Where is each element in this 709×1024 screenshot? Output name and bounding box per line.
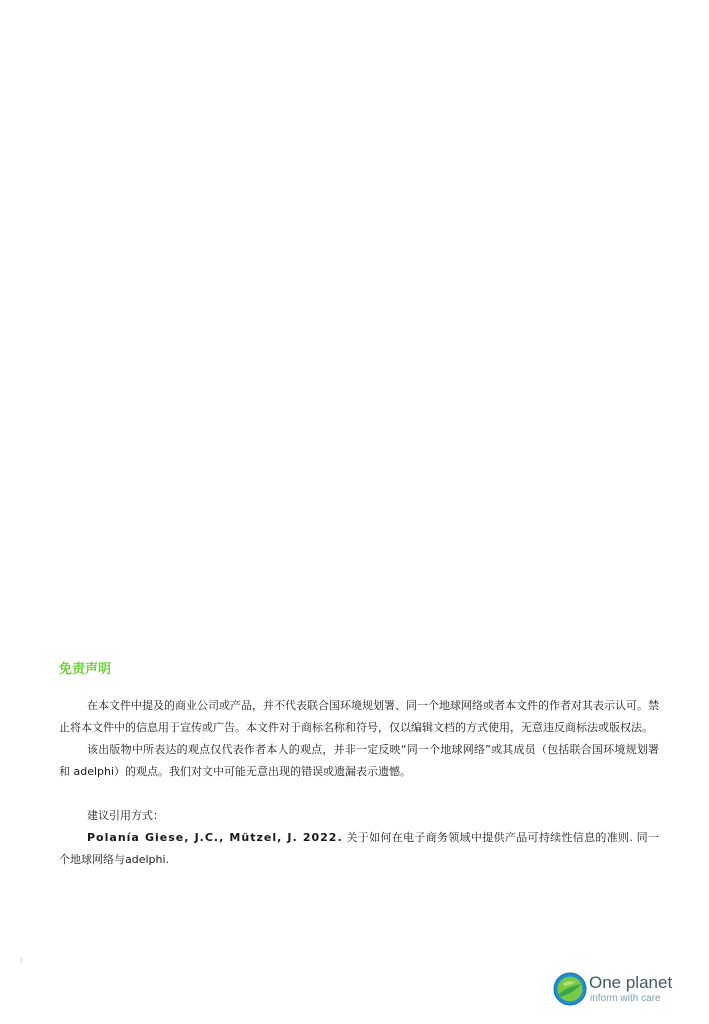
disclaimer-heading: 免责声明: [59, 662, 112, 677]
citation-text: [59, 827, 659, 871]
citation-authors: Polanía Giese, J.C., Mützel, J. 2022.: [87, 831, 343, 844]
citation-title: 关于如何在电子商务领域中提供产品可持续性信息的准则. 同一个地球网络与adelphi.: [59, 831, 659, 866]
logo-tagline: inform with care: [590, 993, 661, 1004]
spacer: [59, 783, 659, 805]
citation-label: 建议引用方式：: [87, 809, 164, 822]
disclaimer-paragraph-views: 该出版物中所表达的观点仅代表作者本人的观点，并非一定反映“同一个地球网络”或其成员（包括联合国环境规划署和 adelphi）的观点。我们对文中可能无意出现的错误或遗漏表示遗憾。: [59, 743, 659, 778]
disclaimer-section: [59, 660, 659, 871]
globe-leaf-icon: [553, 972, 587, 1006]
page-number: 3: [19, 957, 23, 964]
logo-title: One planet: [589, 973, 673, 992]
one-planet-logo: [553, 972, 678, 1008]
disclaimer-paragraph-endorsement: 在本文件中提及的商业公司或产品，并不代表联合国环境规划署、同一个地球网络或者本文件的作者对其表示认可。禁止将本文件中的信息用于宣传或广告。本文件对于商标名称和符号，仅以编辑文档的方式使用，无意违反商标法或版权法。: [59, 699, 659, 734]
